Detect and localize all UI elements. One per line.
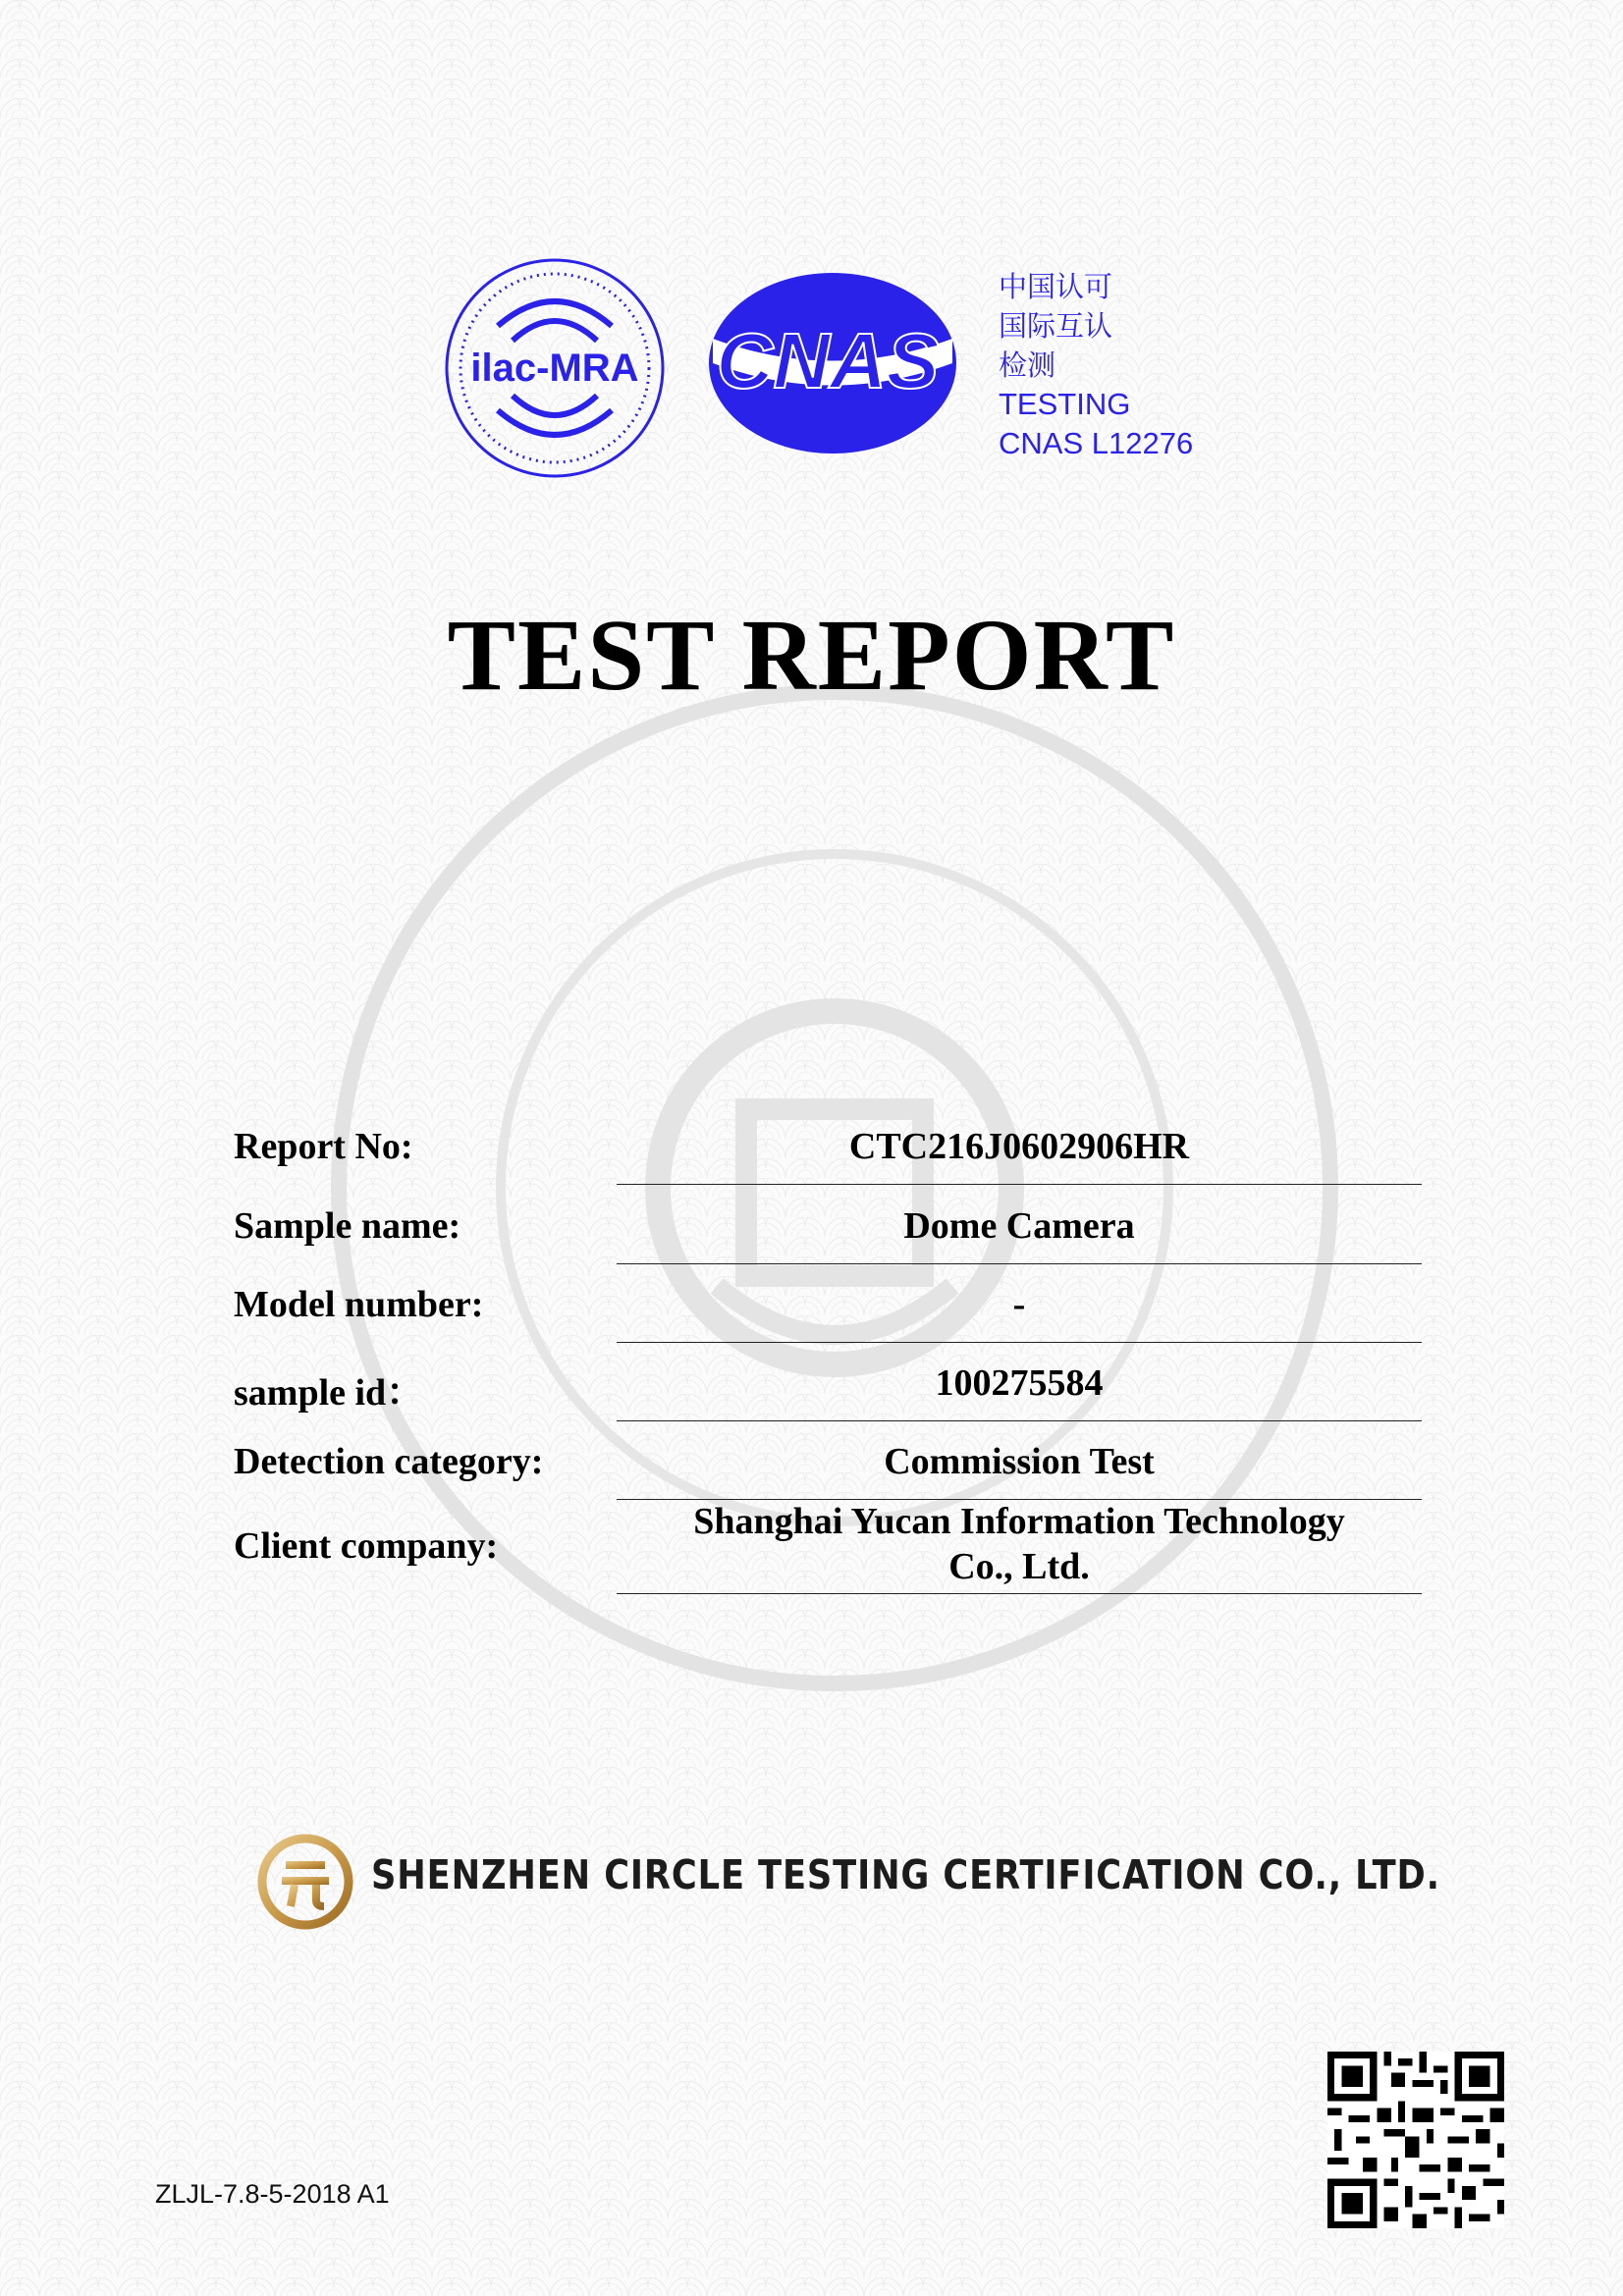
report-no-label: Report No: bbox=[234, 1126, 413, 1167]
cnas-cn-line-2: 国际互认 bbox=[999, 309, 1113, 343]
cnas-cn-line-1: 中国认可 bbox=[999, 270, 1113, 303]
client-company-value bbox=[617, 1499, 1422, 1594]
cnas-accreditation-text bbox=[999, 267, 1193, 463]
sample-name-label: Sample name: bbox=[234, 1205, 461, 1247]
cnas-en-line-2: CNAS L12276 bbox=[999, 426, 1194, 460]
document-code: ZLJL-7.8-5-2018 A1 bbox=[155, 2179, 390, 2209]
sample-id-value: 100275584 bbox=[617, 1362, 1422, 1421]
qr-code[interactable] bbox=[1327, 2052, 1504, 2228]
cnas-logo-text: CNAS bbox=[716, 317, 940, 404]
detection-category-label: Detection category: bbox=[234, 1441, 544, 1482]
detection-category-value: Commission Test bbox=[617, 1440, 1422, 1500]
company-name: SHENZHEN CIRCLE TESTING CERTIFICATION CO., LTD. bbox=[371, 1851, 1440, 1898]
client-company-label: Client company: bbox=[234, 1525, 499, 1567]
client-company-value-line-1: Shanghai Yucan Information Technology bbox=[693, 1501, 1345, 1542]
model-number-value: - bbox=[617, 1283, 1422, 1343]
model-number-label: Model number: bbox=[234, 1284, 484, 1325]
company-logo bbox=[257, 1834, 353, 1930]
cnas-en-line-1: TESTING bbox=[999, 387, 1131, 421]
ilac-mra-logo bbox=[444, 257, 666, 479]
ilac-logo-text: ilac-MRA bbox=[470, 347, 639, 390]
cnas-logo bbox=[705, 270, 960, 456]
sample-id-label: sample id： bbox=[234, 1372, 424, 1414]
client-company-value-line-2: Co., Ltd. bbox=[948, 1546, 1090, 1587]
page-title: TEST REPORT bbox=[447, 599, 1176, 712]
cnas-cn-line-3: 检测 bbox=[999, 348, 1056, 382]
sample-name-value: Dome Camera bbox=[617, 1204, 1422, 1264]
report-no-value: CTC216J0602906HR bbox=[617, 1125, 1422, 1185]
